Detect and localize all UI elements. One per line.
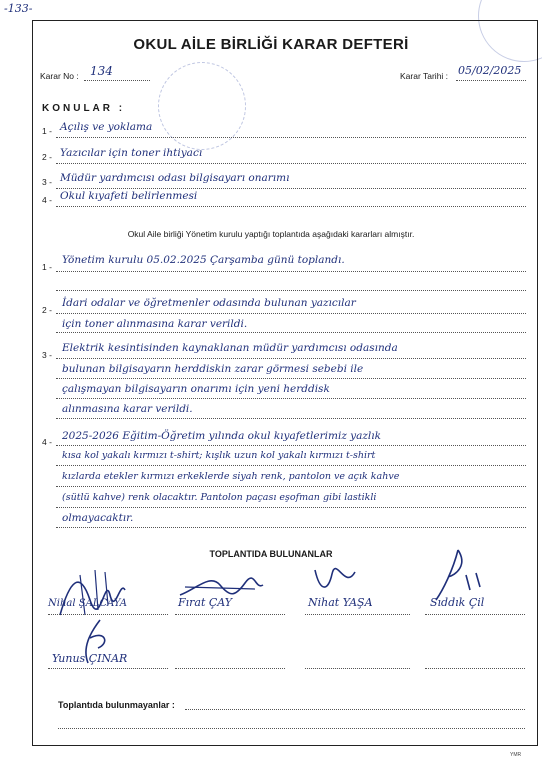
decision-line <box>56 332 526 333</box>
signatory-name: Nihat YAŞA <box>308 596 373 609</box>
decision-text: olmayacaktır. <box>62 512 134 524</box>
karar-tarihi-label: Karar Tarihi : <box>400 71 449 81</box>
signatory-name: Fırat ÇAY <box>178 596 233 609</box>
signature-line <box>175 614 285 615</box>
decision-text: alınmasına karar verildi. <box>62 403 193 415</box>
decision-text: Elektrik kesintisinden kaynaklanan müdür yardımcısı odasında <box>62 342 398 354</box>
decision-number: 2 - <box>42 305 52 315</box>
decision-text: 2025-2026 Eğitim-Öğretim yılında okul kıyafetlerimiz yazlık <box>62 430 381 442</box>
signature-line <box>48 668 168 669</box>
decision-text: bulunan bilgisayarın herddiskin zarar görmesi sebebi ile <box>62 363 364 375</box>
karar-no-value: 134 <box>90 64 113 78</box>
signature-line <box>305 668 410 669</box>
decision-text: için toner alınmasına karar verildi. <box>62 318 248 330</box>
intro-text: Okul Aile birliği Yönetim kurulu yaptığı toplantıda aşağıdaki kararları almıştır. <box>127 229 415 239</box>
topic-line <box>56 163 526 164</box>
decision-line <box>56 465 526 466</box>
signature-line <box>305 614 410 615</box>
footer-code: YMR <box>510 752 522 758</box>
topic-number: 3 - <box>42 177 52 187</box>
decision-text: kızlarda etekler kırmızı erkeklerde siyah renk, pantolon ve açık kahve <box>62 471 400 482</box>
topic-number: 2 - <box>42 152 52 162</box>
signature-line <box>48 614 168 615</box>
topic-line <box>56 137 526 138</box>
decision-line <box>56 486 526 487</box>
signatory-name: Yunus ÇINAR <box>52 652 128 665</box>
topic-line <box>56 206 526 207</box>
topic-line <box>56 188 526 189</box>
decision-text: çalışmayan bilgisayarın onarımı için yeni herddisk <box>62 383 330 395</box>
decision-line <box>56 290 526 291</box>
decision-line <box>56 313 526 314</box>
topic-text: Okul kıyafeti belirlenmesi <box>60 190 198 202</box>
karar-tarihi-value: 05/02/2025 <box>458 64 522 77</box>
decision-line <box>56 507 526 508</box>
signatory-name: Sıddık Çil <box>430 596 485 609</box>
signature-line <box>425 614 525 615</box>
decision-number: 3 - <box>42 350 52 360</box>
topic-number: 4 - <box>42 195 52 205</box>
decision-text: İdari odalar ve öğretmenler odasında bulunan yazıcılar <box>62 297 356 309</box>
topic-text: Açılış ve yoklama <box>60 121 153 133</box>
decision-line <box>56 398 526 399</box>
decision-line <box>56 418 526 419</box>
signature-line <box>425 668 525 669</box>
topic-text: Müdür yardımcısı odası bilgisayarı onarımı <box>60 172 290 184</box>
decision-line <box>56 445 526 446</box>
page-number: -133- <box>4 2 33 15</box>
decision-line <box>56 378 526 379</box>
konular-label: KONULAR : <box>42 103 126 114</box>
decision-number: 4 - <box>42 437 52 447</box>
absent-label: Toplantıda bulunmayanlar : <box>58 700 175 710</box>
karar-tarihi-line <box>456 80 526 81</box>
signature-scribble-3 <box>310 562 360 598</box>
topic-text: Yazıcılar için toner ihtiyacı <box>60 147 203 159</box>
karar-no-label: Karar No : <box>40 71 79 81</box>
present-title: TOPLANTIDA BULUNANLAR <box>209 549 333 559</box>
decision-text: (sütlü kahve) renk olacaktır. Pantolon paçası eşofman gibi lastikli <box>62 492 377 503</box>
karar-no-line <box>84 80 150 81</box>
decision-text: Yönetim kurulu 05.02.2025 Çarşamba günü toplandı. <box>62 254 345 266</box>
page-title: OKUL AİLE BİRLİĞİ KARAR DEFTERİ <box>133 36 409 53</box>
decision-number: 1 - <box>42 262 52 272</box>
absent-line <box>58 728 525 729</box>
signature-line <box>175 668 285 669</box>
signatory-name: Nihal ŞALCAYA <box>48 598 127 609</box>
topic-number: 1 - <box>42 126 52 136</box>
decision-line <box>56 358 526 359</box>
decision-line <box>56 271 526 272</box>
decision-text: kısa kol yakalı kırmızı t-shirt; kışlık uzun kol yakalı kırmızı t-shirt <box>62 450 376 461</box>
decision-line <box>56 527 526 528</box>
absent-line <box>185 709 525 710</box>
